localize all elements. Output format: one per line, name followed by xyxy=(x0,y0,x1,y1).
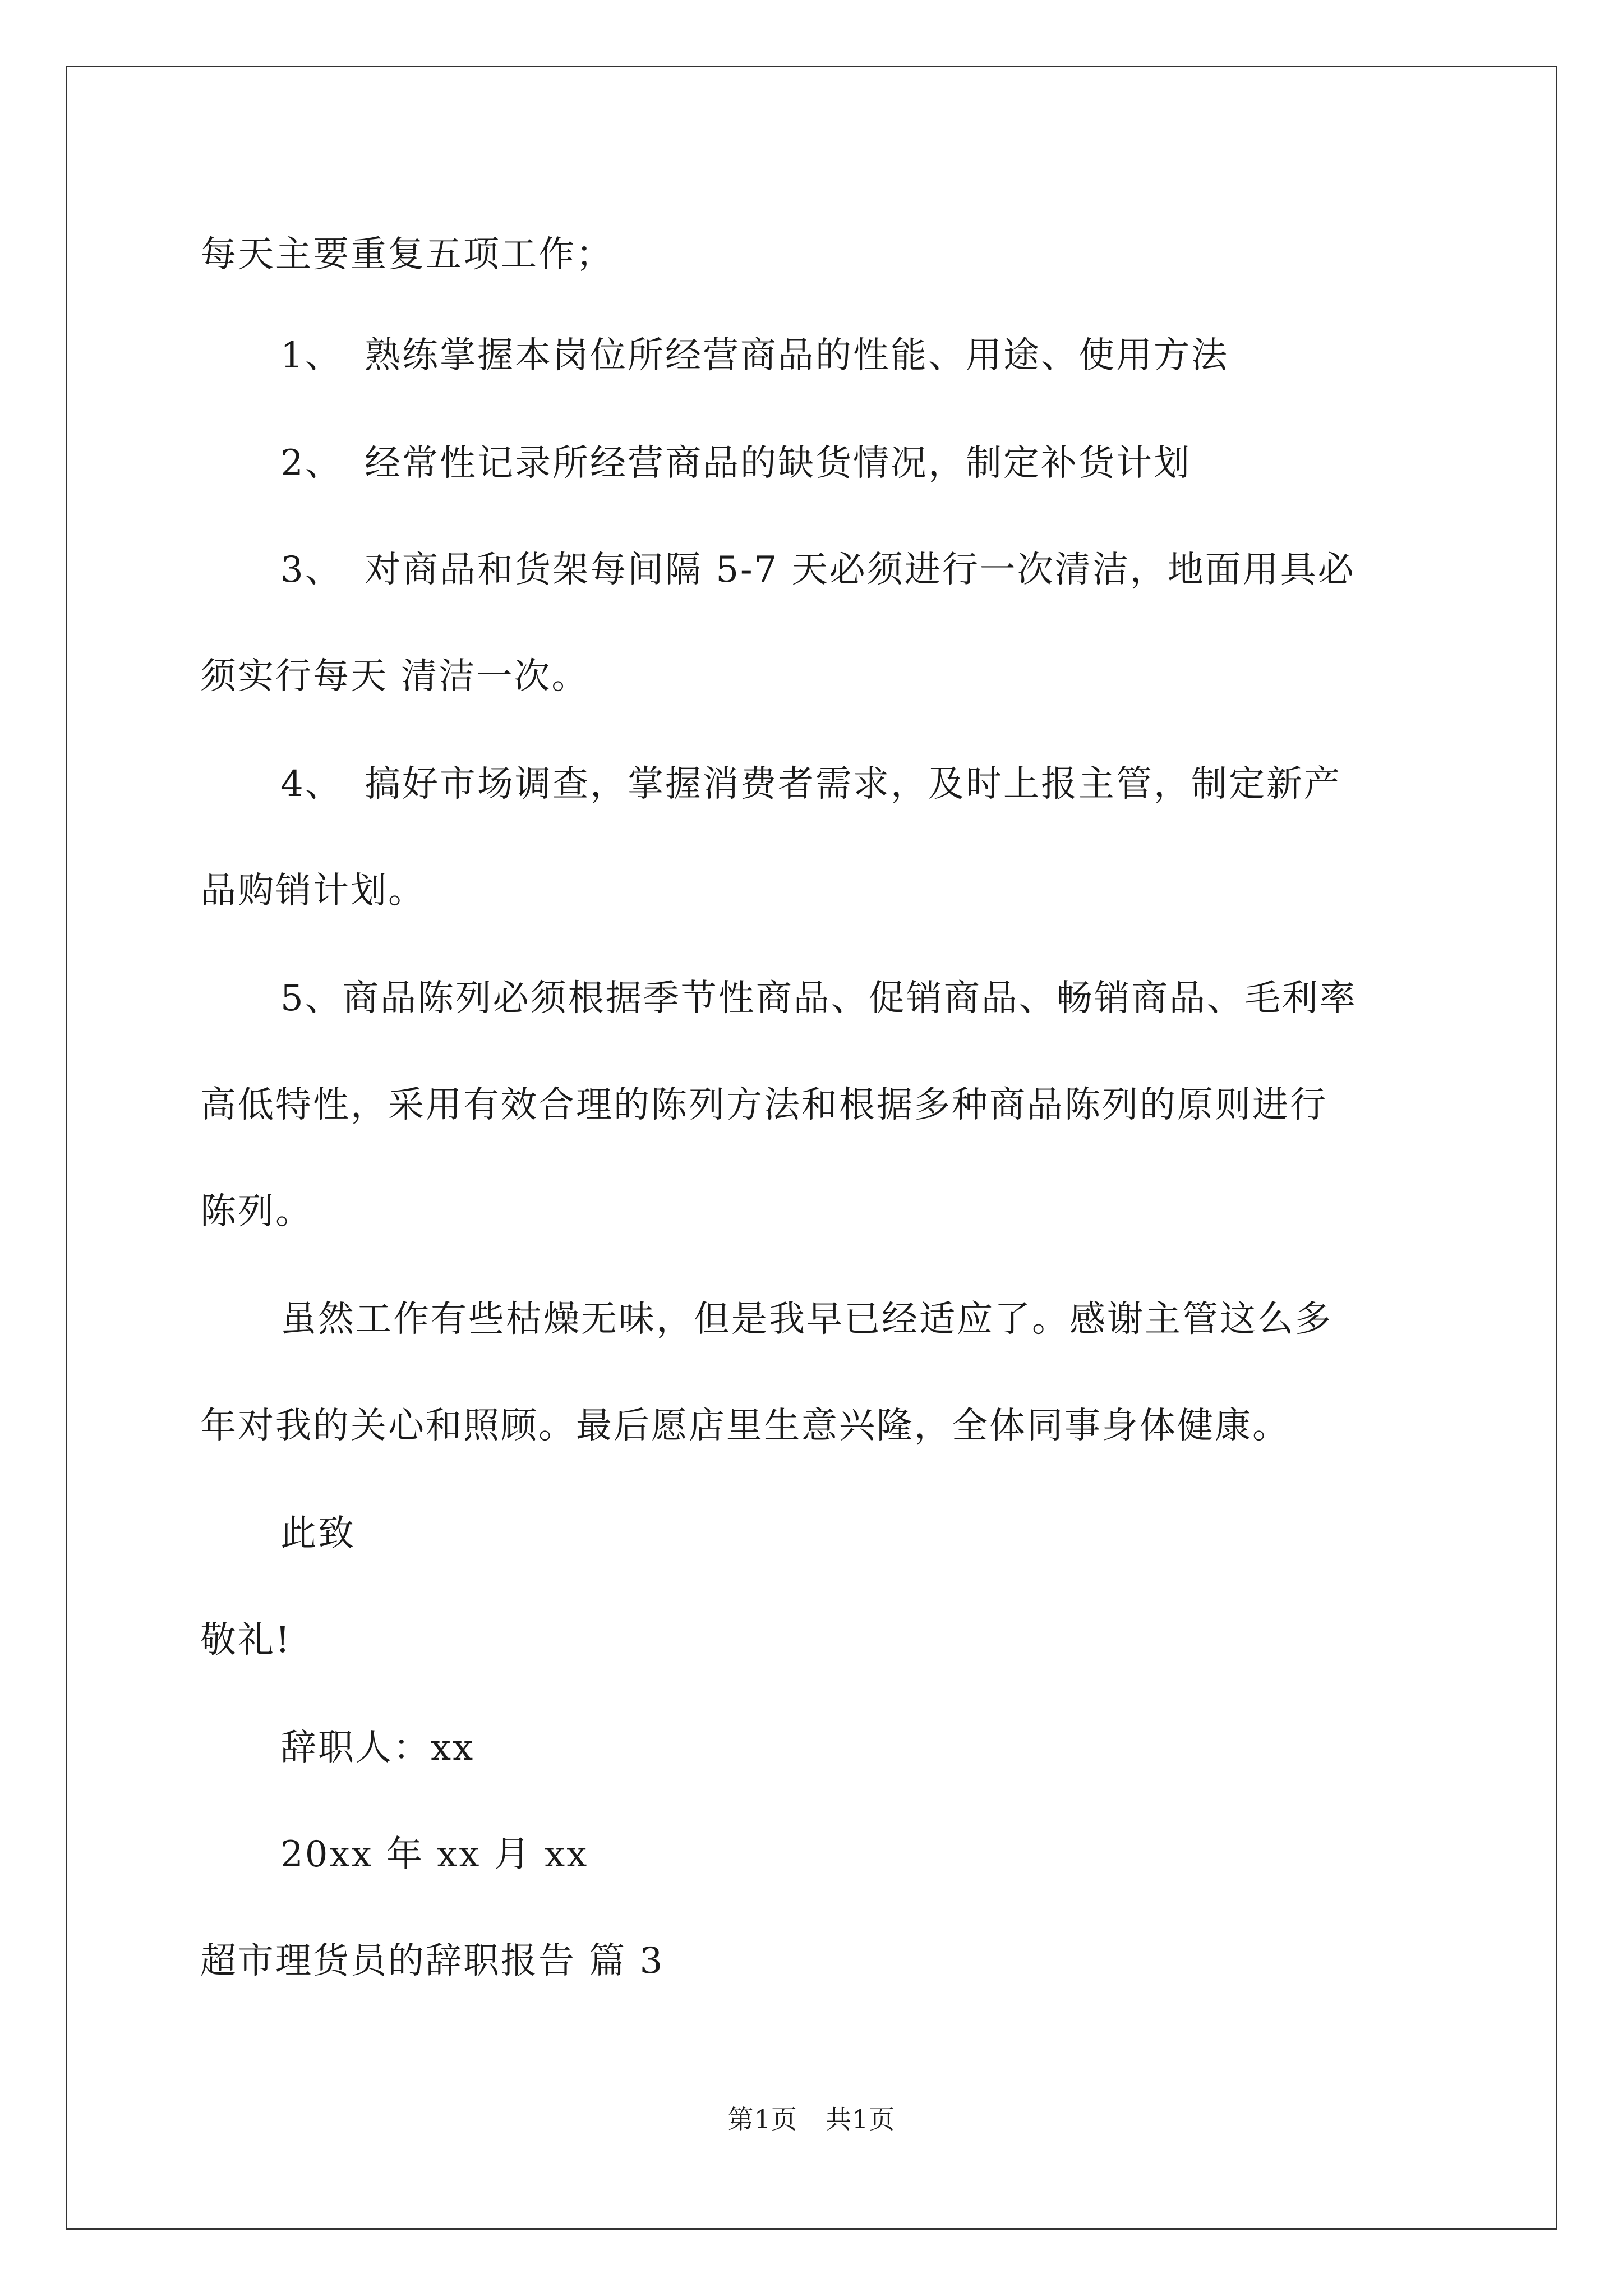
salutation: 此致 xyxy=(280,1513,356,1554)
regards: 敬礼! xyxy=(200,1619,292,1661)
signer: 辞职人：xx xyxy=(280,1727,475,1769)
list-item-2 xyxy=(280,441,1191,486)
list-item-3-continued: 须实行每天 清洁一次。 xyxy=(200,656,589,697)
list-item-text: 对商品和货架每间隔 5-7 天必须进行一次清洁，地面用具必 xyxy=(365,549,1355,591)
date: 20xx 年 xx 月 xx xyxy=(280,1834,589,1875)
list-item-number: 1、 xyxy=(280,335,343,376)
list-item-1 xyxy=(280,333,1229,378)
closing-paragraph-line-2: 年对我的关心和照顾。最后愿店里生意兴隆，全体同事身体健康。 xyxy=(200,1405,1290,1447)
intro-line: 每天主要重复五项工作； xyxy=(200,234,614,275)
list-item-number: 4、 xyxy=(280,763,343,805)
page-total: 共1页 xyxy=(826,2104,896,2134)
list-item-text: 搞好市场调查，掌握消费者需求，及时上报主管，制定新产 xyxy=(365,763,1341,805)
list-item-4 xyxy=(280,762,1341,807)
list-item-text: 经常性记录所经营商品的缺货情况，制定补货计划 xyxy=(365,443,1191,484)
page-number: 第1页 xyxy=(727,2104,797,2134)
section-title: 超市理货员的辞职报告 篇 3 xyxy=(200,1940,665,1982)
list-item-text: 熟练掌握本岗位所经营商品的性能、用途、使用方法 xyxy=(365,335,1229,376)
list-item-5-line-2: 高低特性，采用有效合理的陈列方法和根据多种商品陈列的原则进行 xyxy=(200,1084,1327,1126)
closing-paragraph-line-1: 虽然工作有些枯燥无味，但是我早已经适应了。感谢主管这么多 xyxy=(280,1299,1332,1340)
list-item-3 xyxy=(280,547,1355,592)
list-item-number: 3、 xyxy=(280,549,343,591)
list-item-4-continued: 品购销计划。 xyxy=(200,870,426,912)
page-frame xyxy=(66,66,1557,2230)
list-item-5-line-3: 陈列。 xyxy=(200,1191,313,1232)
list-item-number: 2、 xyxy=(280,443,343,484)
page-footer xyxy=(0,2102,1623,2136)
list-item-5: 5、商品陈列必须根据季节性商品、促销商品、畅销商品、毛利率 xyxy=(280,978,1357,1019)
